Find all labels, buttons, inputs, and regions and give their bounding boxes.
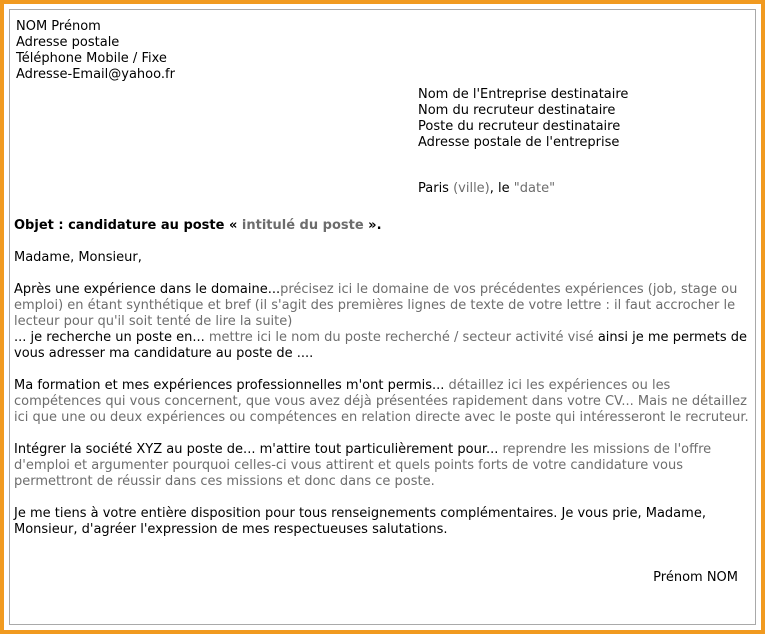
sender-block [16, 19, 175, 83]
cover-letter [10, 10, 755, 624]
place-and-date [418, 181, 555, 197]
subject-prefix: Objet : candidature au poste « [14, 218, 242, 233]
closing-paragraph: Je me tiens à votre entière disposition pour tous renseignements complémentaires. Je vous prie, Madame, Monsieur, d'agréer l'expression de mes respectueuses salutations. [14, 506, 706, 537]
dateline-city: Paris [418, 181, 449, 196]
sender-name: NOM Prénom [16, 19, 101, 34]
paragraph1-hint2: mettre ici le nom du poste recherché / secteur activité visé [208, 330, 594, 345]
sender-phone: Téléphone Mobile / Fixe [16, 51, 167, 66]
paragraph3-intro: Intégrer la société XYZ au poste de... m'attire tout particulièrement pour... [14, 442, 503, 457]
subject-job-title: intitulé du poste [241, 218, 364, 233]
dateline-city-hint: (ville) [448, 181, 490, 196]
sender-email: Adresse-Email@yahoo.fr [16, 67, 175, 82]
recipient-company: Nom de l'Entreprise destinataire [418, 87, 629, 102]
dateline-separator: , le [489, 181, 514, 196]
dateline-date-hint: "date" [513, 181, 556, 196]
paragraph-motivation [14, 442, 750, 490]
paragraph1-line2-start: ... je recherche un poste en... [14, 330, 209, 345]
paragraph1-hint: précisez ici le domaine de vos précédentes expériences (job, stage ou emploi) en étant synthétique et bref (il s'agit des premières lignes de texte de votre lettre : il faut accrocher le lecteur pour qu'il soit tenté de lire la suite) [14, 282, 738, 329]
paragraph1-line2-end: ainsi je me permets de vous adresser ma candidature au poste de .... [14, 330, 747, 361]
paragraph2-hint: détaillez ici les expériences ou les compétences qui vous concernent, que vous avez déjà présentées rapidement dans votre CV... Mais ne détaillez ici que une ou deux expériences ou compétences en relation directe avec le poste qui intéresseront le recruteur. [14, 378, 749, 425]
recipient-company-address: Adresse postale de l'entreprise [418, 135, 620, 150]
letter-page [9, 9, 756, 625]
recipient-block [418, 87, 628, 151]
paragraph-training [14, 378, 750, 426]
subject-suffix: ». [363, 218, 382, 233]
signature: Prénom NOM [653, 570, 738, 585]
sender-address: Adresse postale [16, 35, 120, 50]
recipient-recruiter-name: Nom du recruteur destinataire [418, 103, 616, 118]
paragraph1-intro: Après une expérience dans le domaine... [14, 282, 281, 297]
paragraph2-intro: Ma formation et mes expériences professionnelles m'ont permis... [14, 378, 449, 393]
salutation: Madame, Monsieur, [14, 250, 142, 265]
subject-line [14, 218, 750, 234]
recipient-recruiter-position: Poste du recruteur destinataire [418, 119, 621, 134]
letter-body [14, 218, 750, 538]
paragraph3-hint: reprendre les missions de l'offre d'emploi et argumenter pourquoi celles-ci vous attirent et quels points forts de votre candidature vous permettront de réussir dans ces missions et donc dans ce poste. [14, 442, 712, 489]
paragraph-experience [14, 282, 750, 362]
